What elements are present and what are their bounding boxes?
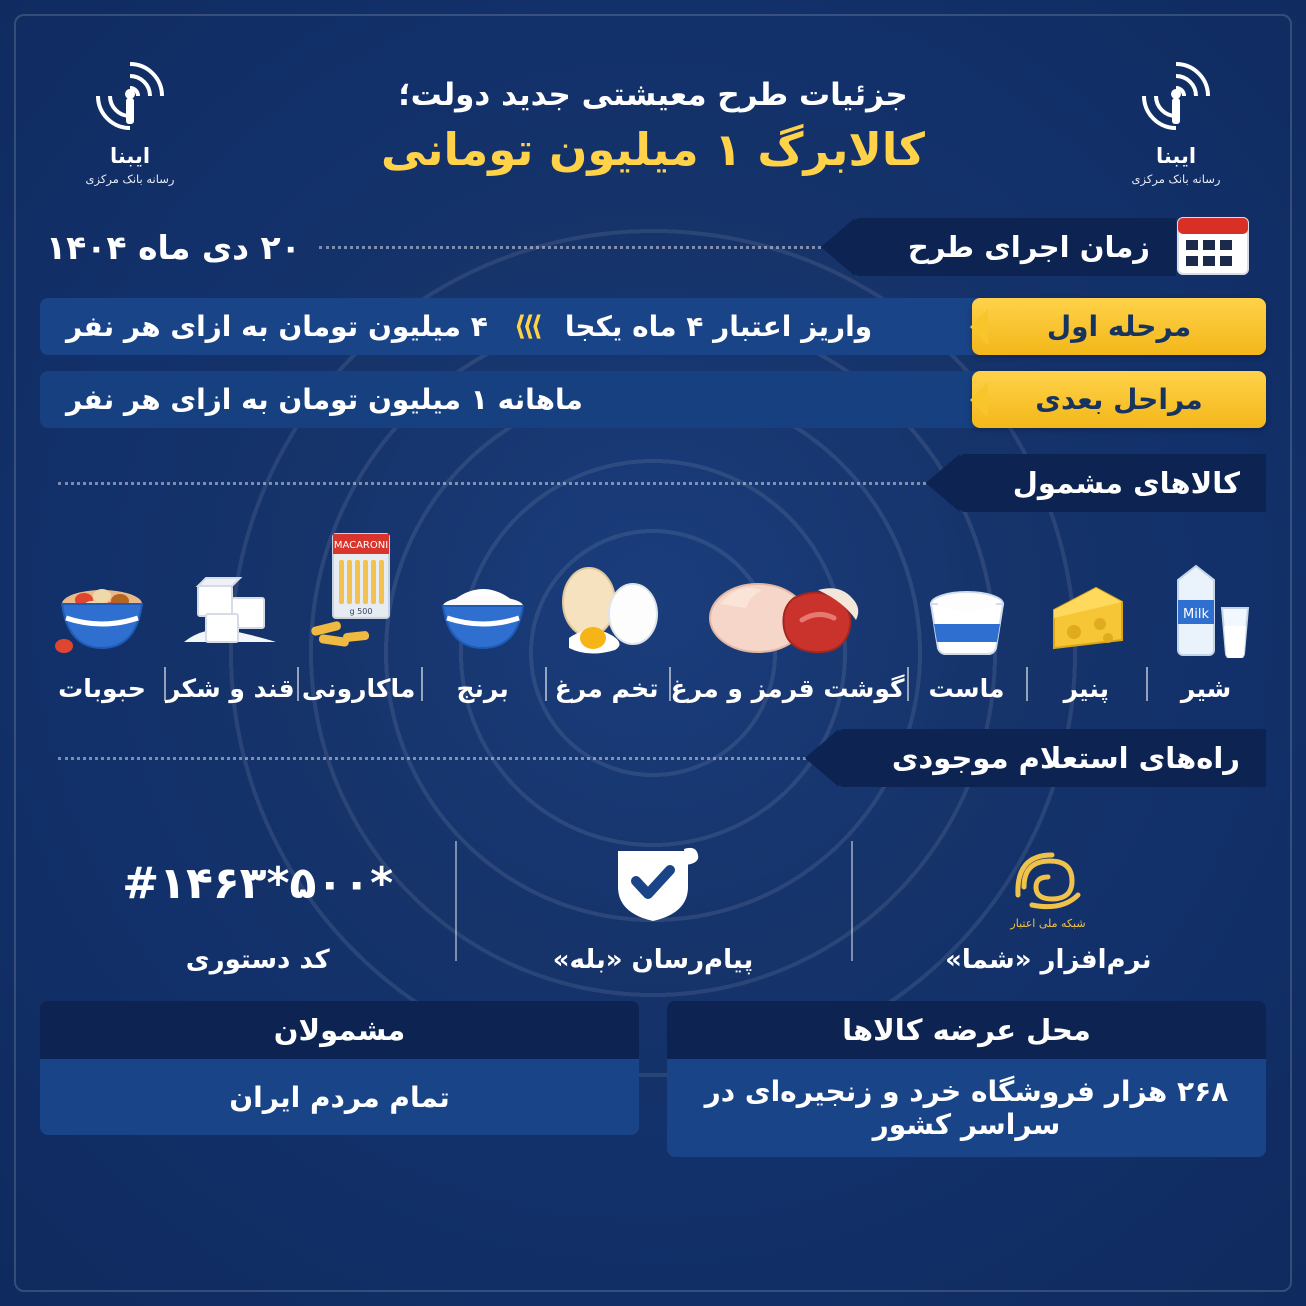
chevron-left-icon: ⟨⟨⟨ (513, 311, 539, 342)
card-head: مشمولان (40, 1001, 639, 1059)
logo-right-sub: رسانه بانک مرکزی (1131, 172, 1221, 186)
card-body: ۲۶۸ هزار فروشگاه خرد و زنجیره‌ای در سراسر کشور (667, 1059, 1266, 1157)
bottom-cards (40, 1001, 1266, 1183)
ibena-logo-icon (1130, 50, 1222, 142)
inquiry-method-label: نرم‌افزار «شما» (945, 945, 1152, 975)
meat-chicken-icon (671, 538, 905, 658)
inquiry-method-ussd[interactable] (60, 823, 455, 979)
milk-carton-icon (1148, 538, 1264, 658)
eggs-icon (547, 538, 667, 658)
good-name: تخم مرغ (554, 674, 659, 703)
svg-text:Milk: Milk (1183, 607, 1210, 622)
cheese-icon (1028, 538, 1144, 658)
phase-body-first (40, 298, 984, 355)
inquiry-dotted-rule (58, 757, 824, 760)
logo-right (1106, 50, 1246, 186)
good-name: ماست (928, 674, 1005, 703)
logo-left-sub: رسانه بانک مرکزی (85, 172, 175, 186)
good-item (40, 538, 164, 703)
inquiry-section-label: راه‌های استعلام موجودی (838, 729, 1266, 787)
good-item (1026, 538, 1146, 703)
shoma-app-icon (861, 829, 1236, 937)
good-item (669, 538, 907, 703)
schedule-dotted-rule (319, 246, 840, 249)
sugar-cubes-icon (166, 538, 295, 658)
inquiry-method-messenger[interactable] (455, 823, 850, 979)
svg-text:MACARONI: MACARONI (333, 540, 388, 551)
page-subtitle: جزئیات طرح معیشتی جدید دولت؛ (398, 77, 908, 113)
yogurt-tub-icon (909, 538, 1025, 658)
poster-header (40, 28, 1266, 186)
card-beneficiaries (40, 1001, 639, 1157)
phase-row-first (40, 298, 1266, 355)
good-item (907, 538, 1027, 703)
phase-amount-next: ماهانه ۱ میلیون تومان به ازای هر نفر (66, 383, 583, 416)
good-item (297, 538, 421, 703)
ussd-code-icon (70, 829, 445, 937)
title-block (200, 50, 1106, 177)
logo-left (60, 50, 200, 186)
good-name: حبوبات (58, 674, 146, 703)
legumes-bowl-icon (42, 538, 162, 658)
phase-row-next (40, 371, 1266, 428)
macaroni-pack-icon (299, 538, 419, 658)
good-name: پنیر (1063, 674, 1109, 703)
inquiry-method-label: کد دستوری (185, 945, 330, 975)
goods-section-label: کالاهای مشمول (959, 454, 1266, 512)
phase-tag-next: مراحل بعدی (972, 371, 1266, 428)
phase-amount-first: ۴ میلیون تومان به ازای هر نفر (66, 310, 488, 343)
ussd-code-value: #۱۴۶۳*۵۰۰* (122, 857, 394, 909)
card-supply-locations (667, 1001, 1266, 1157)
svg-text:500 g: 500 g (349, 607, 373, 616)
good-item (421, 538, 545, 703)
goods-strip (40, 538, 1266, 703)
inquiry-method-label: پیام‌رسان «بله» (552, 945, 754, 975)
logo-left-brand: ایبنا (109, 144, 151, 168)
inquiry-method-app[interactable] (851, 823, 1246, 979)
bale-check-icon (465, 829, 840, 937)
schedule-label: زمان اجرای طرح (854, 218, 1176, 276)
good-name: برنج (456, 674, 509, 703)
phase-tag-first: مرحله اول (972, 298, 1266, 355)
calendar-icon (1176, 212, 1250, 282)
good-name: گوشت قرمز و مرغ (670, 674, 905, 703)
good-item (1146, 538, 1266, 703)
card-head: محل عرضه کالاها (667, 1001, 1266, 1059)
good-name: ماکارونی (301, 674, 416, 703)
goods-dotted-rule (58, 482, 945, 485)
rice-bowl-icon (423, 538, 543, 658)
phase-note-first: واریز اعتبار ۴ ماه یکجا (564, 310, 873, 343)
inquiry-methods (40, 813, 1266, 979)
page-title: کالابرگ ۱ میلیون تومانی (381, 122, 925, 176)
svg-text:شبکه ملی اعتبار: شبکه ملی اعتبار (1010, 917, 1086, 930)
good-name: شیر (1180, 674, 1232, 703)
inquiry-section-row (40, 729, 1266, 787)
good-name: قند و شکر (165, 674, 295, 703)
good-item (545, 538, 669, 703)
logo-right-brand: ایبنا (1155, 144, 1197, 168)
schedule-row (40, 212, 1266, 282)
schedule-value: ۲۰ دی ماه ۱۴۰۴ (46, 227, 301, 267)
ibena-logo-icon (84, 50, 176, 142)
phase-body-next (40, 371, 984, 428)
goods-section-row (40, 454, 1266, 512)
good-item (164, 538, 297, 703)
card-body: تمام مردم ایران (40, 1059, 639, 1135)
